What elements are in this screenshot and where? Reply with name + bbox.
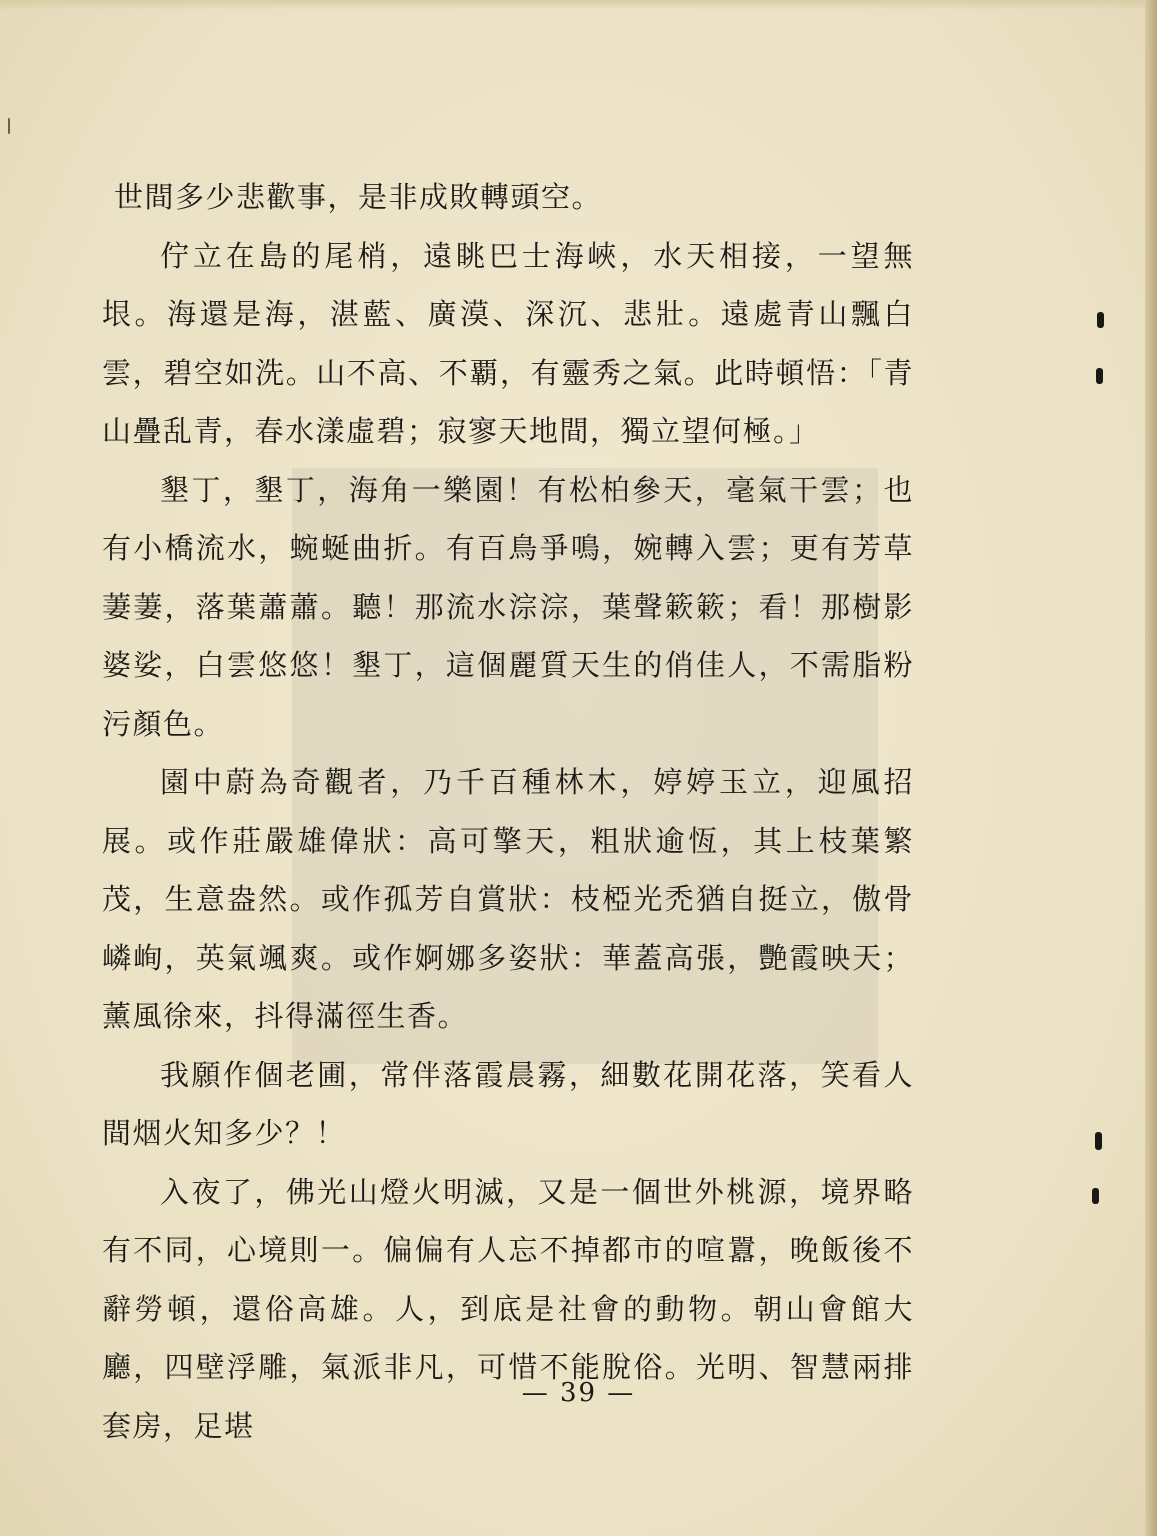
margin-mark: [1092, 1188, 1099, 1204]
paragraph: 入夜了，佛光山燈火明滅，又是一個世外桃源，境界略有不同，心境則一。偏偏有人忘不掉都市的喧囂，晚飯後不辭勞頓，還俗高雄。人，到底是社會的動物。朝山會館大廳，四壁浮雕，氣派非凡，可惜不能脫俗。光明、智慧兩排套房，足堪: [102, 1174, 914, 1443]
paragraph: 我願作個老圃，常伴落霞晨霧，細數花開花落，笑看人間烟火知多少？！: [102, 1057, 914, 1150]
body-text: [102, 168, 914, 1455]
page-number: — 39 —: [521, 1378, 636, 1408]
margin-mark: [1095, 1132, 1102, 1150]
paragraph: 世間多少悲歡事，是非成敗轉頭空。: [114, 180, 603, 214]
margin-mark: [8, 118, 10, 134]
page-top-shadow: [0, 0, 1157, 10]
page-right-edge: [1145, 0, 1157, 1536]
paragraph: 園中蔚為奇觀者，乃千百種林木，婷婷玉立，迎風招展。或作莊嚴雄偉狀：高可擎天，粗狀逾恆，其上枝葉繁茂，生意盎然。或作孤芳自賞狀：枝椏光禿猶自挺立，傲骨嶙峋，英氣颯爽。或作婀娜多姿狀：華蓋高張，艷霞映天；薰風徐來，抖得滿徑生香。: [102, 765, 914, 1033]
margin-mark: [1096, 368, 1103, 384]
paragraph: 墾丁，墾丁，海角一樂園！有松柏參天，毫氣干雲；也有小橋流水，蜿蜒曲折。有百鳥爭鳴，婉轉入雲；更有芳草萋萋，落葉蕭蕭。聽！那流水淙淙，葉聲簌簌；看！那樹影婆娑，白雲悠悠！墾丁，這個麗質天生的俏佳人，不需脂粉污顏色。: [102, 472, 914, 741]
paragraph: 佇立在島的尾梢，遠眺巴士海峽，水天相接，一望無垠。海還是海，湛藍、廣漠、深沉、悲壯。遠處青山飄白雲，碧空如洗。山不高、不覇，有靈秀之氣。此時頓悟：「青山疊乱青，春水漾虛碧；寂寥天地間，獨立望何極。」: [102, 238, 914, 448]
margin-mark: [1097, 312, 1104, 328]
